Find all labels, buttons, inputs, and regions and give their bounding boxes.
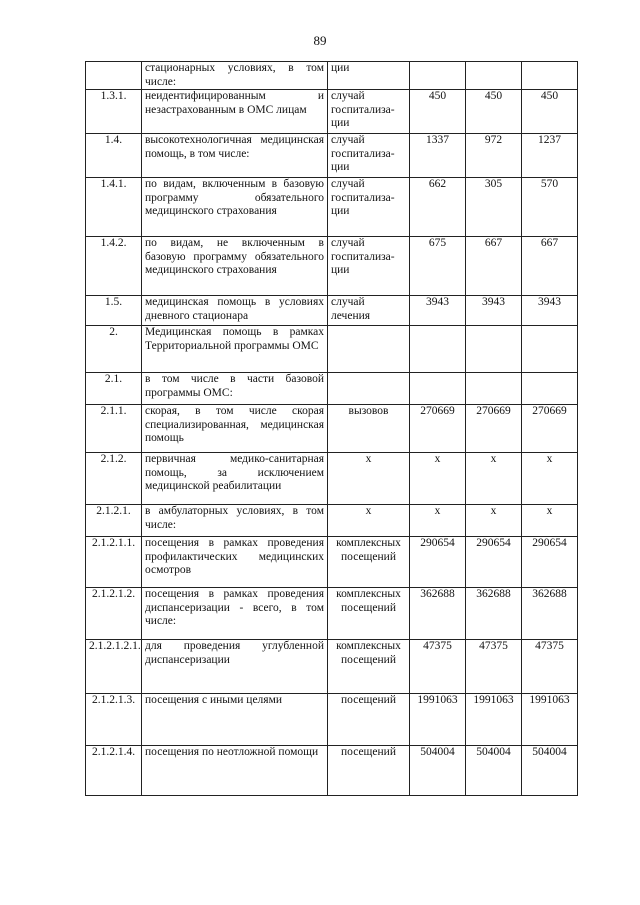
row-value-1: 662 (410, 178, 466, 237)
row-value-3 (522, 373, 578, 405)
row-value-3: 570 (522, 178, 578, 237)
table-row (86, 537, 578, 588)
row-value-3: 270669 (522, 405, 578, 453)
row-value-1: 290654 (410, 537, 466, 588)
row-value-3: 667 (522, 237, 578, 296)
row-value-2: 47375 (466, 640, 522, 694)
row-number: 2.1. (86, 373, 142, 405)
row-value-3: 450 (522, 90, 578, 134)
row-value-1: 47375 (410, 640, 466, 694)
row-number: 2.1.2.1.4. (86, 746, 142, 796)
row-number: 1.4. (86, 134, 142, 178)
row-description: посещения в рамках проведения диспансеризации - всего, в том числе: (142, 588, 328, 640)
row-unit: случай госпитализа-ции (328, 178, 410, 237)
table-row (86, 640, 578, 694)
row-unit: случай госпитализа-ции (328, 237, 410, 296)
row-number: 2.1.2. (86, 453, 142, 505)
row-value-2 (466, 62, 522, 90)
row-description: для проведения углубленной диспансеризации (142, 640, 328, 694)
row-number: 2.1.2.1.2.1. (86, 640, 142, 694)
row-number: 2.1.2.1.2. (86, 588, 142, 640)
row-value-1: 1337 (410, 134, 466, 178)
row-value-2: 504004 (466, 746, 522, 796)
row-description: в амбулаторных условиях, в том числе: (142, 505, 328, 537)
table-row (86, 588, 578, 640)
table-row (86, 746, 578, 796)
row-number: 2.1.1. (86, 405, 142, 453)
row-description: стационарных условиях, в том числе: (142, 62, 328, 90)
row-description: посещения с иными целями (142, 694, 328, 746)
row-unit: ции (328, 62, 410, 90)
row-unit: посещений (328, 694, 410, 746)
row-value-2: 1991063 (466, 694, 522, 746)
table-row (86, 134, 578, 178)
row-value-3: 1991063 (522, 694, 578, 746)
row-value-2: х (466, 505, 522, 537)
row-description: по видам, не включенным в базовую программу обязательного медицинского страхования (142, 237, 328, 296)
table-row (86, 505, 578, 537)
table-row (86, 237, 578, 296)
row-value-3: 3943 (522, 296, 578, 326)
row-number: 2. (86, 326, 142, 373)
row-value-1: х (410, 453, 466, 505)
row-description: Медицинская помощь в рамках Территориальной программы ОМС (142, 326, 328, 373)
row-value-3: х (522, 453, 578, 505)
row-description: медицинская помощь в условиях дневного стационара (142, 296, 328, 326)
row-value-1: 504004 (410, 746, 466, 796)
row-value-1 (410, 373, 466, 405)
row-number: 2.1.2.1. (86, 505, 142, 537)
table-row (86, 296, 578, 326)
row-value-3 (522, 326, 578, 373)
table-row (86, 90, 578, 134)
row-value-2 (466, 373, 522, 405)
row-number: 1.4.1. (86, 178, 142, 237)
table-row (86, 405, 578, 453)
row-unit: комплексных посещений (328, 537, 410, 588)
row-number: 1.4.2. (86, 237, 142, 296)
row-value-3: 362688 (522, 588, 578, 640)
row-description: в том числе в части базовой программы ОМС: (142, 373, 328, 405)
row-unit: х (328, 453, 410, 505)
row-value-1: х (410, 505, 466, 537)
row-value-2: 450 (466, 90, 522, 134)
row-description: посещения по неотложной помощи (142, 746, 328, 796)
table-row (86, 373, 578, 405)
row-value-1: 1991063 (410, 694, 466, 746)
row-value-1: 3943 (410, 296, 466, 326)
table-row (86, 178, 578, 237)
row-value-2: 3943 (466, 296, 522, 326)
page-number: 89 (313, 33, 327, 48)
row-value-3: х (522, 505, 578, 537)
row-value-3: 290654 (522, 537, 578, 588)
table-row (86, 453, 578, 505)
row-value-2: 362688 (466, 588, 522, 640)
table-row (86, 326, 578, 373)
row-value-2: 667 (466, 237, 522, 296)
row-value-1: 675 (410, 237, 466, 296)
row-value-3: 1237 (522, 134, 578, 178)
row-value-1: 450 (410, 90, 466, 134)
row-value-3 (522, 62, 578, 90)
row-unit: посещений (328, 746, 410, 796)
row-description: первичная медико-санитарная помощь, за исключением медицинской реабилитации (142, 453, 328, 505)
row-number (86, 62, 142, 90)
row-value-3: 504004 (522, 746, 578, 796)
row-description: неидентифицированным и незастрахованным в ОМС лицам (142, 90, 328, 134)
row-description: скорая, в том числе скорая специализированная, медицинская помощь (142, 405, 328, 453)
row-unit: случай госпитализа-ции (328, 134, 410, 178)
row-value-1 (410, 326, 466, 373)
row-unit: комплексных посещений (328, 588, 410, 640)
row-description: по видам, включенным в базовую программу обязательного медицинского страхования (142, 178, 328, 237)
row-unit: х (328, 505, 410, 537)
row-number: 2.1.2.1.1. (86, 537, 142, 588)
row-unit: случай госпитализа-ции (328, 90, 410, 134)
row-value-2: 290654 (466, 537, 522, 588)
row-value-2 (466, 326, 522, 373)
row-value-1 (410, 62, 466, 90)
row-unit: вызовов (328, 405, 410, 453)
row-unit: комплексных посещений (328, 640, 410, 694)
row-description: высокотехнологичная медицинская помощь, в том числе: (142, 134, 328, 178)
row-unit (328, 373, 410, 405)
row-value-1: 270669 (410, 405, 466, 453)
table-row (86, 62, 578, 90)
row-unit (328, 326, 410, 373)
row-unit: случай лечения (328, 296, 410, 326)
row-value-2: 270669 (466, 405, 522, 453)
row-description: посещения в рамках проведения профилактических медицинских осмотров (142, 537, 328, 588)
volumes-table (85, 61, 578, 796)
row-number: 2.1.2.1.3. (86, 694, 142, 746)
row-value-2: 305 (466, 178, 522, 237)
row-value-1: 362688 (410, 588, 466, 640)
row-value-2: 972 (466, 134, 522, 178)
row-value-3: 47375 (522, 640, 578, 694)
row-number: 1.5. (86, 296, 142, 326)
row-value-2: х (466, 453, 522, 505)
row-number: 1.3.1. (86, 90, 142, 134)
table-row (86, 694, 578, 746)
